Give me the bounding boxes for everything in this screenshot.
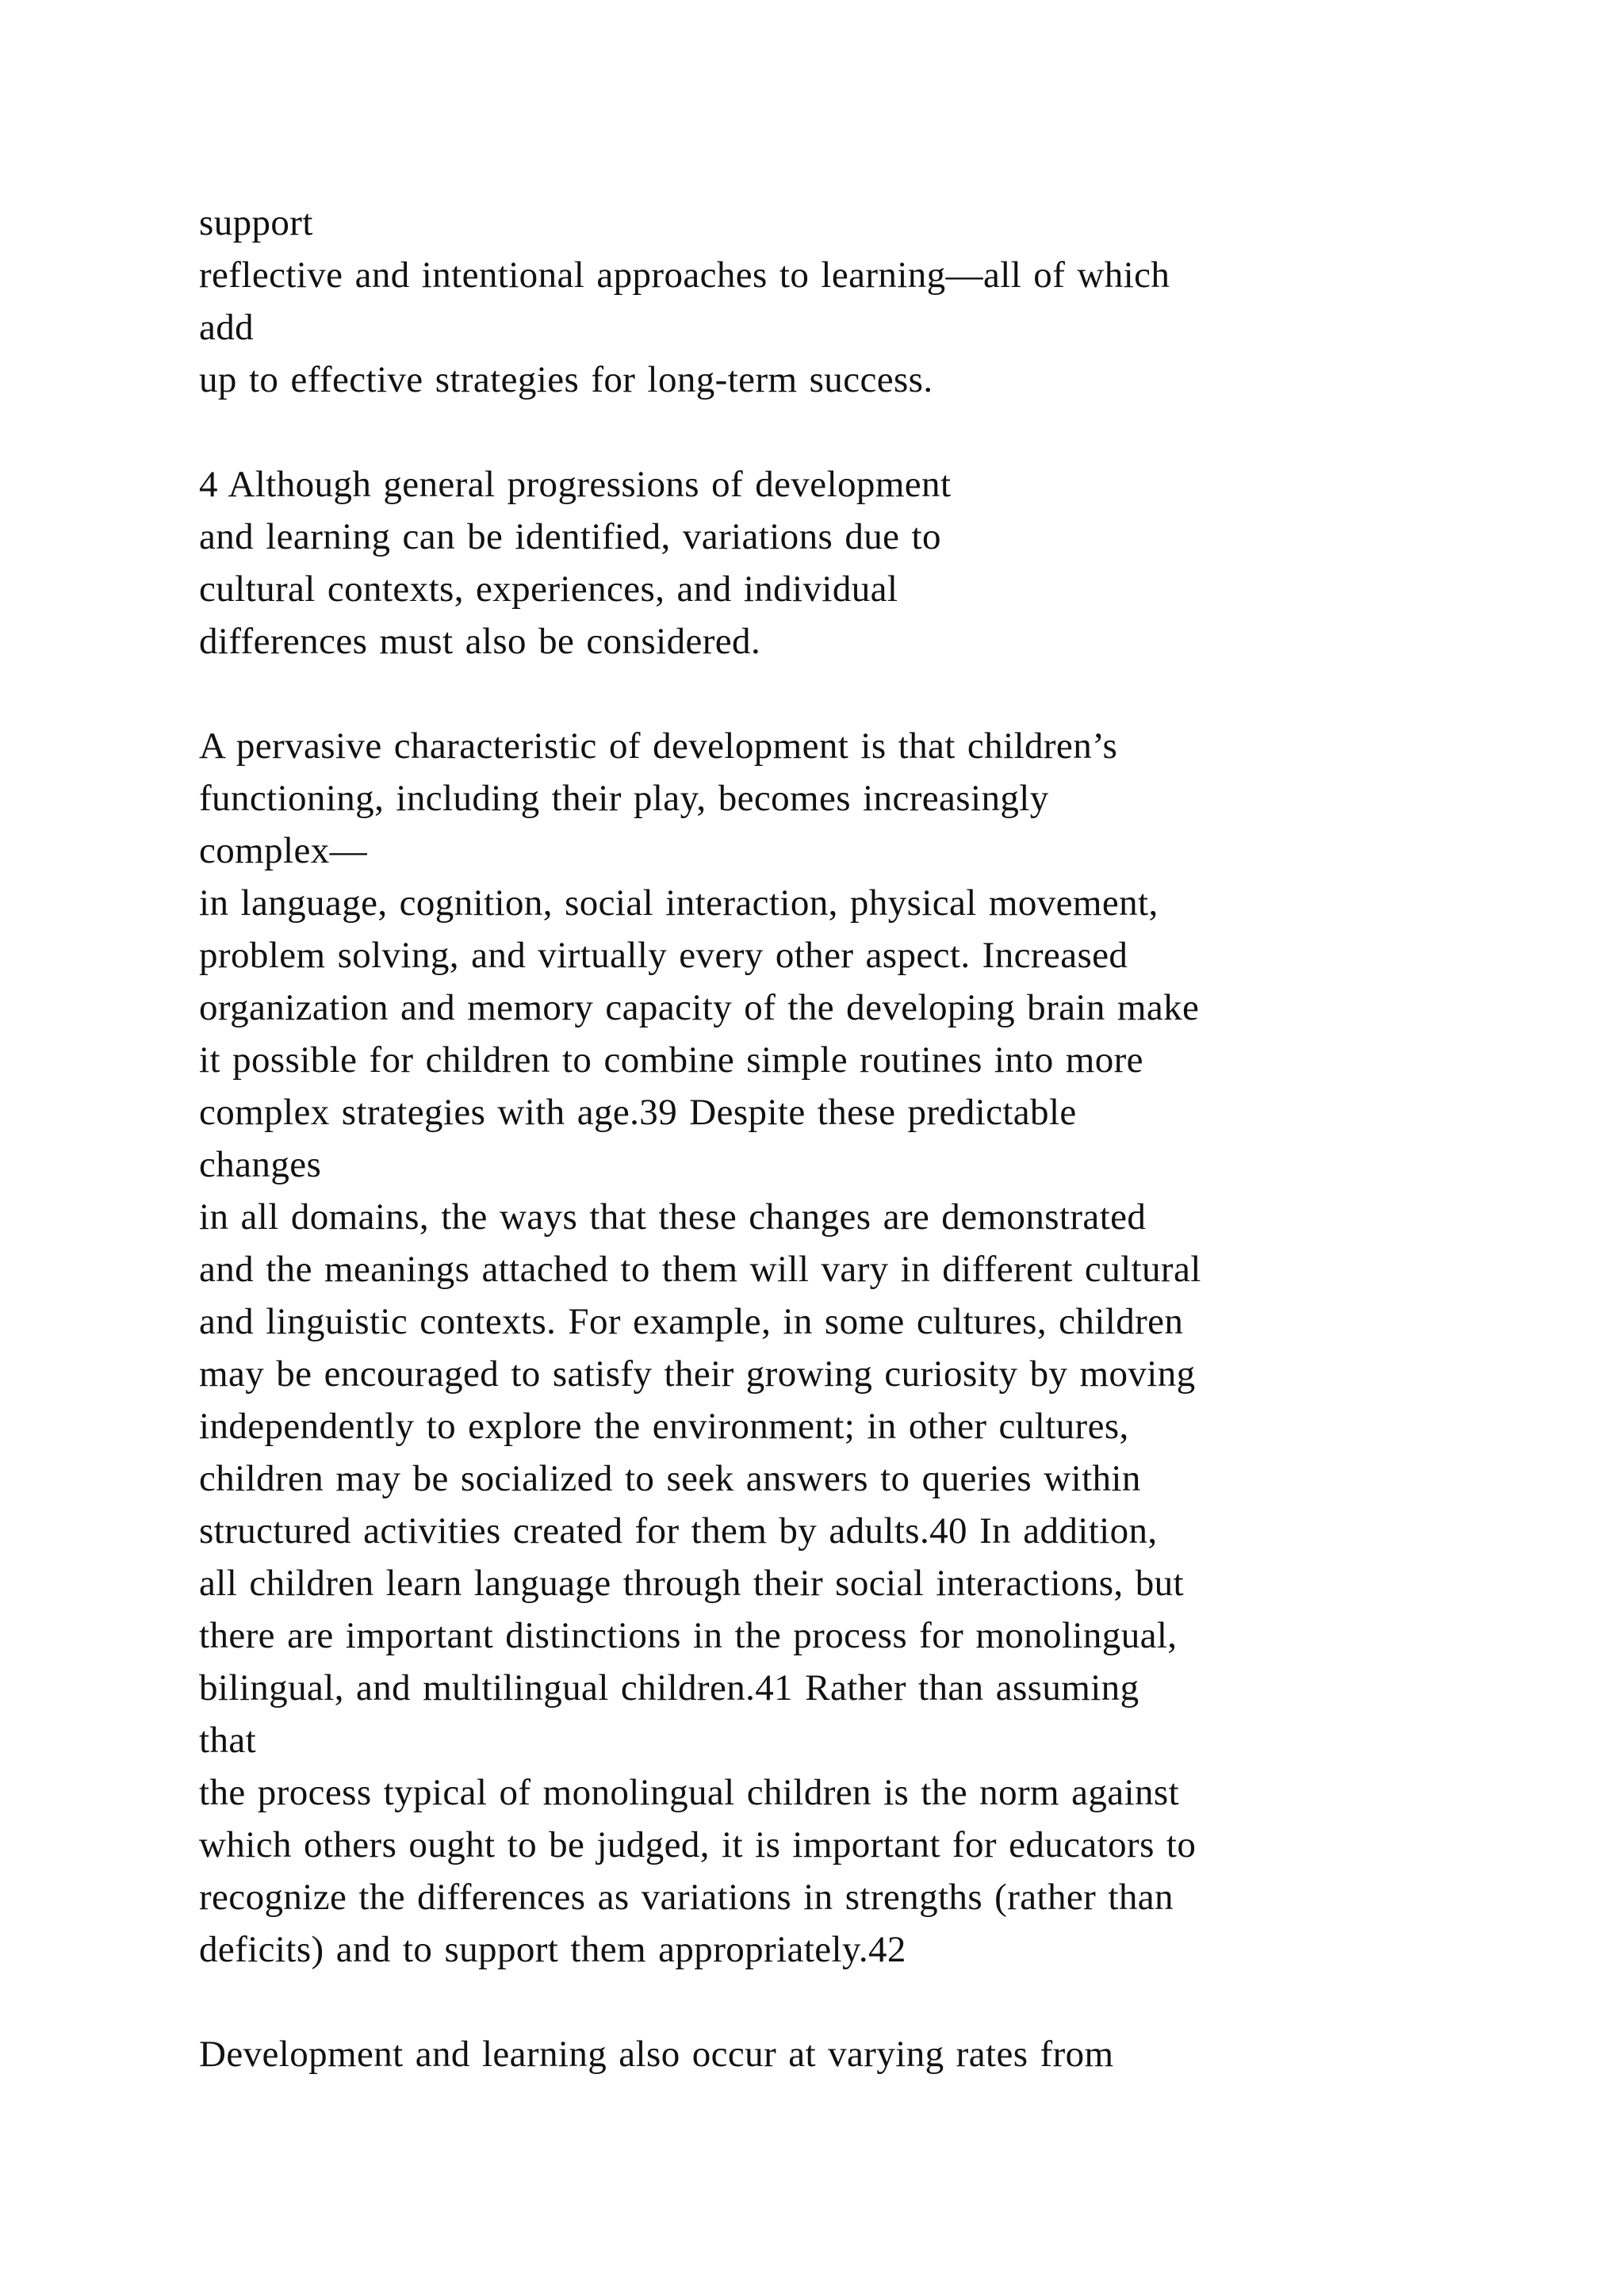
paragraph xyxy=(199,458,1484,668)
text-line: it possible for children to combine simple routines into more xyxy=(199,1039,1143,1081)
paragraph-gap xyxy=(199,668,1484,720)
text-line: A pervasive characteristic of development is that children’s xyxy=(199,725,1118,767)
text-line: support xyxy=(199,202,313,243)
text-line: problem solving, and virtually every other aspect. Increased xyxy=(199,935,1128,976)
text-line: complex— xyxy=(199,830,368,871)
paragraph-gap xyxy=(199,406,1484,458)
text-line: in language, cognition, social interaction, physical movement, xyxy=(199,882,1159,924)
paragraph xyxy=(199,2028,1484,2080)
text-line: children may be socialized to seek answers to queries within xyxy=(199,1458,1141,1499)
text-line: which others ought to be judged, it is important for educators to xyxy=(199,1824,1197,1866)
text-line: bilingual, and multilingual children.41 Rather than assuming xyxy=(199,1667,1139,1709)
text-line: cultural contexts, experiences, and individual xyxy=(199,568,898,610)
text-line: all children learn language through their social interactions, but xyxy=(199,1563,1184,1604)
document-page xyxy=(199,197,1484,2080)
text-line: recognize the differences as variations in strengths (rather than xyxy=(199,1877,1174,1918)
text-line: the process typical of monolingual children is the norm against xyxy=(199,1772,1180,1813)
text-line: structured activities created for them by adults.40 In addition, xyxy=(199,1510,1158,1552)
text-line: changes xyxy=(199,1144,322,1185)
text-line: in all domains, the ways that these changes are demonstrated xyxy=(199,1196,1147,1238)
text-line: organization and memory capacity of the developing brain make xyxy=(199,987,1200,1028)
text-line: functioning, including their play, becomes increasingly xyxy=(199,778,1049,819)
text-line: add xyxy=(199,307,255,348)
text-line: up to effective strategies for long-term success. xyxy=(199,359,933,400)
text-line: and the meanings attached to them will vary in different cultural xyxy=(199,1249,1201,1290)
text-line: that xyxy=(199,1720,257,1761)
paragraph xyxy=(199,197,1484,406)
text-line: may be encouraged to satisfy their growing curiosity by moving xyxy=(199,1353,1196,1395)
text-line: complex strategies with age.39 Despite these predictable xyxy=(199,1092,1077,1133)
text-line: independently to explore the environment; in other cultures, xyxy=(199,1406,1129,1447)
text-line: and linguistic contexts. For example, in some cultures, children xyxy=(199,1301,1184,1342)
text-line: 4 Although general progressions of development xyxy=(199,464,952,505)
paragraph-gap xyxy=(199,1976,1484,2028)
text-line: differences must also be considered. xyxy=(199,621,761,662)
text-line: Development and learning also occur at varying rates from xyxy=(199,2034,1114,2075)
text-line: there are important distinctions in the process for monolingual, xyxy=(199,1615,1178,1656)
text-line: and learning can be identified, variations due to xyxy=(199,516,941,557)
paragraph xyxy=(199,720,1484,1976)
text-line: deficits) and to support them appropriately.42 xyxy=(199,1929,906,1970)
text-line: reflective and intentional approaches to learning—all of which xyxy=(199,254,1170,296)
